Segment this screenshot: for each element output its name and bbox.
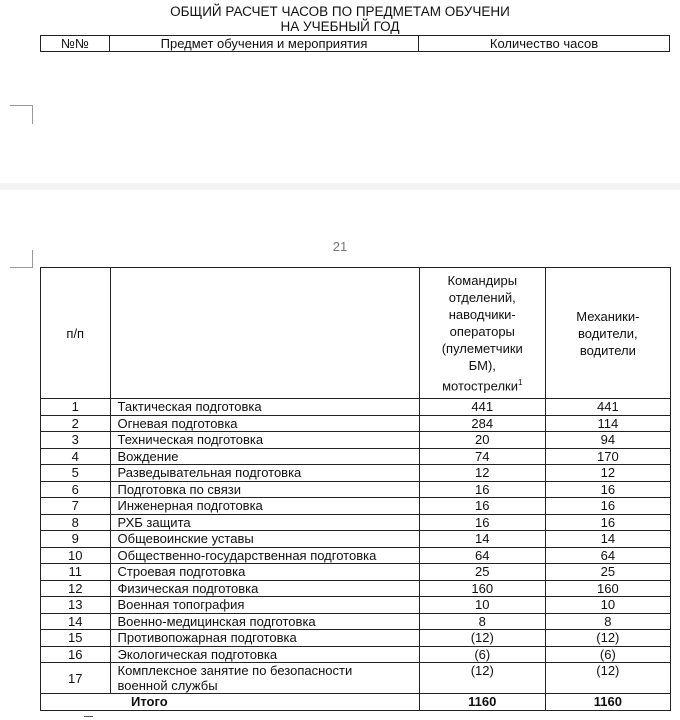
col1-line: мотострелки (442, 378, 518, 394)
table-row (41, 399, 671, 416)
row-col1: 16 (419, 498, 545, 515)
table-row (41, 531, 671, 548)
row-subject: Общевоинские уставы (110, 531, 419, 548)
table-row (41, 630, 671, 647)
hours-table (40, 267, 671, 711)
row-col2: 8 (545, 613, 670, 630)
row-col1: (6) (419, 646, 545, 663)
page-number: 21 (332, 239, 348, 254)
header-subject: Предмет обучения и мероприятия (110, 36, 419, 52)
footnote-marker: 1 (518, 377, 523, 387)
row-subject: Физическая подготовка (110, 580, 419, 597)
row-num: 17 (41, 663, 111, 694)
row-col1: 25 (419, 564, 545, 581)
row-num: 12 (41, 580, 111, 597)
row-col2: 25 (545, 564, 670, 581)
row-col1: 10 (419, 597, 545, 614)
row-subject (110, 663, 419, 694)
col1-line: БМ), (468, 357, 496, 373)
row-subject: РХБ защита (110, 514, 419, 531)
col2-line: Механики- (576, 308, 640, 324)
footnote-separator (84, 716, 93, 717)
col-header-drivers (545, 268, 670, 399)
row-col2: 170 (545, 448, 670, 465)
col-header-commanders (419, 268, 545, 399)
row-subject: Экологическая подготовка (110, 646, 419, 663)
row-num: 9 (41, 531, 111, 548)
row-num: 8 (41, 514, 111, 531)
row-col1: 20 (419, 432, 545, 449)
row-col2: 16 (545, 514, 670, 531)
table-row (41, 564, 671, 581)
total-col1: 1160 (419, 694, 545, 711)
total-col2: 1160 (545, 694, 670, 711)
row-num: 13 (41, 597, 111, 614)
total-row (41, 694, 671, 711)
col2-line: водители (579, 342, 636, 358)
page-top (0, 0, 680, 183)
row-col1: 284 (419, 415, 545, 432)
row-subject: Разведывательная подготовка (110, 465, 419, 482)
row-num: 7 (41, 498, 111, 515)
col2-line: водители, (578, 325, 638, 341)
row-subject-line2: военной службы (117, 678, 218, 693)
col1-line: наводчики- (448, 306, 516, 322)
row-col2: 114 (545, 415, 670, 432)
row-subject: Инженерная подготовка (110, 498, 419, 515)
row-col2: 12 (545, 465, 670, 482)
col1-line: (пулеметчики (441, 340, 523, 356)
col-header-subject (110, 268, 419, 399)
row-num: 15 (41, 630, 111, 647)
table-row (41, 580, 671, 597)
row-col2: (12) (545, 663, 670, 694)
header-table (40, 35, 670, 52)
row-col2: 14 (545, 531, 670, 548)
row-col2: 160 (545, 580, 670, 597)
row-subject: Общественно-государственная подготовка (110, 547, 419, 564)
row-num: 10 (41, 547, 111, 564)
table-header-row (41, 268, 671, 399)
table-row (41, 465, 671, 482)
row-col1: (12) (419, 630, 545, 647)
row-num: 6 (41, 481, 111, 498)
document-title-line2: НА УЧЕБНЫЙ ГОД (280, 19, 400, 34)
row-subject: Техническая подготовка (110, 432, 419, 449)
table-row (41, 448, 671, 465)
row-subject: Подготовка по связи (110, 481, 419, 498)
col1-line: операторы (449, 323, 515, 339)
row-subject: Военная топография (110, 597, 419, 614)
table-row (41, 415, 671, 432)
row-col2: 16 (545, 498, 670, 515)
table-row (41, 547, 671, 564)
row-subject: Вождение (110, 448, 419, 465)
row-subject: Противопожарная подготовка (110, 630, 419, 647)
row-col1: 441 (419, 399, 545, 416)
row-col1: 12 (419, 465, 545, 482)
col1-line: Командиры (447, 272, 518, 288)
row-col1: 16 (419, 481, 545, 498)
row-col1: (12) (419, 663, 545, 694)
row-col2: 94 (545, 432, 670, 449)
row-num: 1 (41, 399, 111, 416)
row-col2: 441 (545, 399, 670, 416)
row-num: 16 (41, 646, 111, 663)
row-subject: Огневая подготовка (110, 415, 419, 432)
row-subject: Строевая подготовка (110, 564, 419, 581)
row-col2: 10 (545, 597, 670, 614)
table-row (41, 597, 671, 614)
row-col2: (12) (545, 630, 670, 647)
crop-mark-top (10, 105, 33, 124)
row-col2: 16 (545, 481, 670, 498)
table-row (41, 432, 671, 449)
table-row (41, 613, 671, 630)
row-num: 5 (41, 465, 111, 482)
row-num: 2 (41, 415, 111, 432)
row-subject: Тактическая подготовка (110, 399, 419, 416)
row-subject-line1: Комплексное занятие по безопасности (117, 663, 353, 678)
row-num: 3 (41, 432, 111, 449)
row-col1: 74 (419, 448, 545, 465)
col1-line: отделений, (448, 289, 516, 305)
table-row (41, 514, 671, 531)
row-num: 14 (41, 613, 111, 630)
total-label: Итого (41, 694, 420, 711)
table-body (41, 399, 671, 663)
row-col1: 16 (419, 514, 545, 531)
row-col1: 64 (419, 547, 545, 564)
row-col1: 8 (419, 613, 545, 630)
row-col1: 160 (419, 580, 545, 597)
col-header-num: п/п (41, 268, 111, 399)
row-num: 11 (41, 564, 111, 581)
row-col2: 64 (545, 547, 670, 564)
table-row (41, 481, 671, 498)
table-row (41, 498, 671, 515)
table-row (41, 663, 671, 694)
header-hours: Количество часов (419, 36, 670, 52)
row-col1: 14 (419, 531, 545, 548)
row-subject: Военно-медицинская подготовка (110, 613, 419, 630)
table-row (41, 646, 671, 663)
header-num: №№ (41, 36, 110, 52)
row-col2: (6) (545, 646, 670, 663)
document-title-line1: ОБЩИЙ РАСЧЕТ ЧАСОВ ПО ПРЕДМЕТАМ ОБУЧЕНИ (170, 4, 510, 19)
row-num: 4 (41, 448, 111, 465)
